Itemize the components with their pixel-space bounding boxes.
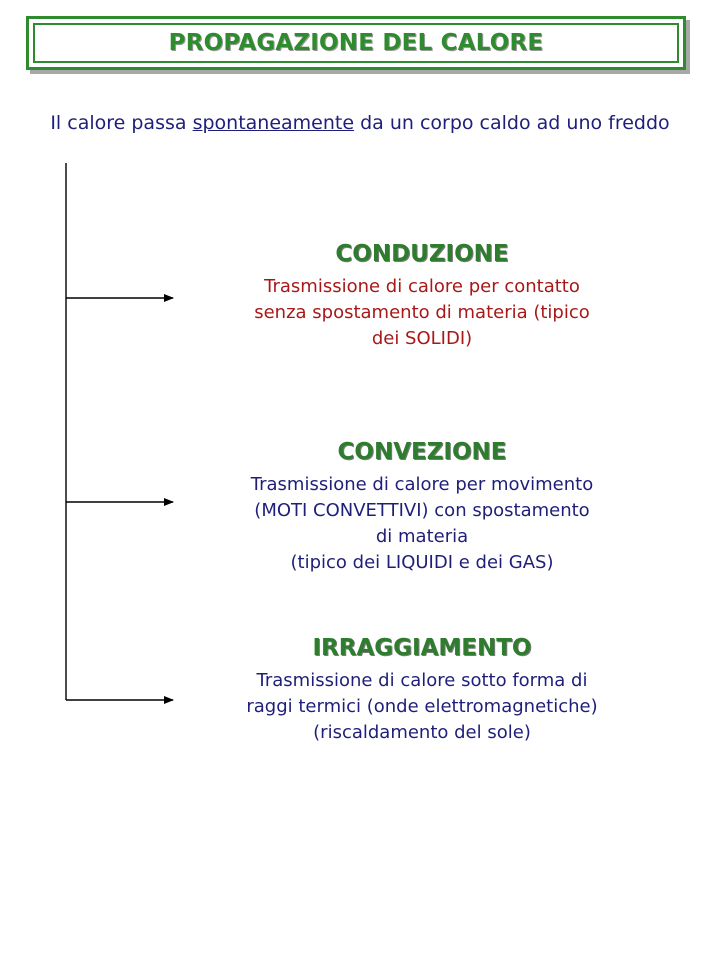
page-title: PROPAGAZIONE DEL CALORE [168,30,544,56]
desc-line: dei SOLIDI) [371,328,473,349]
desc-line: (MOTI CONVETTIVI) con spostamento [254,500,590,521]
mode-description [180,472,664,576]
desc-line: (tipico dei LIQUIDI e dei GAS) [290,552,554,573]
intro-part1: Il calore passa [50,112,193,134]
desc-line: raggi termici (onde elettromagnetiche) [246,696,598,717]
mode-convezione [180,438,664,576]
desc-line: senza spostamento di materia (tipico [254,302,590,323]
desc-line: Trasmissione di calore sotto forma di [256,670,588,691]
mode-heading: CONDUZIONE [335,241,509,267]
desc-line: Trasmissione di calore per movimento [250,474,594,495]
intro-part2: da un corpo caldo ad uno freddo [354,112,670,134]
mode-description [180,668,664,746]
mode-description [180,274,664,352]
desc-line: (riscaldamento del sole) [313,722,531,743]
mode-irraggiamento [180,634,664,746]
mode-conduzione [180,240,664,352]
mode-heading: IRRAGGIAMENTO [312,635,532,661]
mode-heading: CONVEZIONE [337,439,507,465]
desc-line: Trasmissione di calore per contatto [264,276,580,297]
desc-line: di materia [375,526,469,547]
intro-underlined-word: spontaneamente [192,112,355,134]
